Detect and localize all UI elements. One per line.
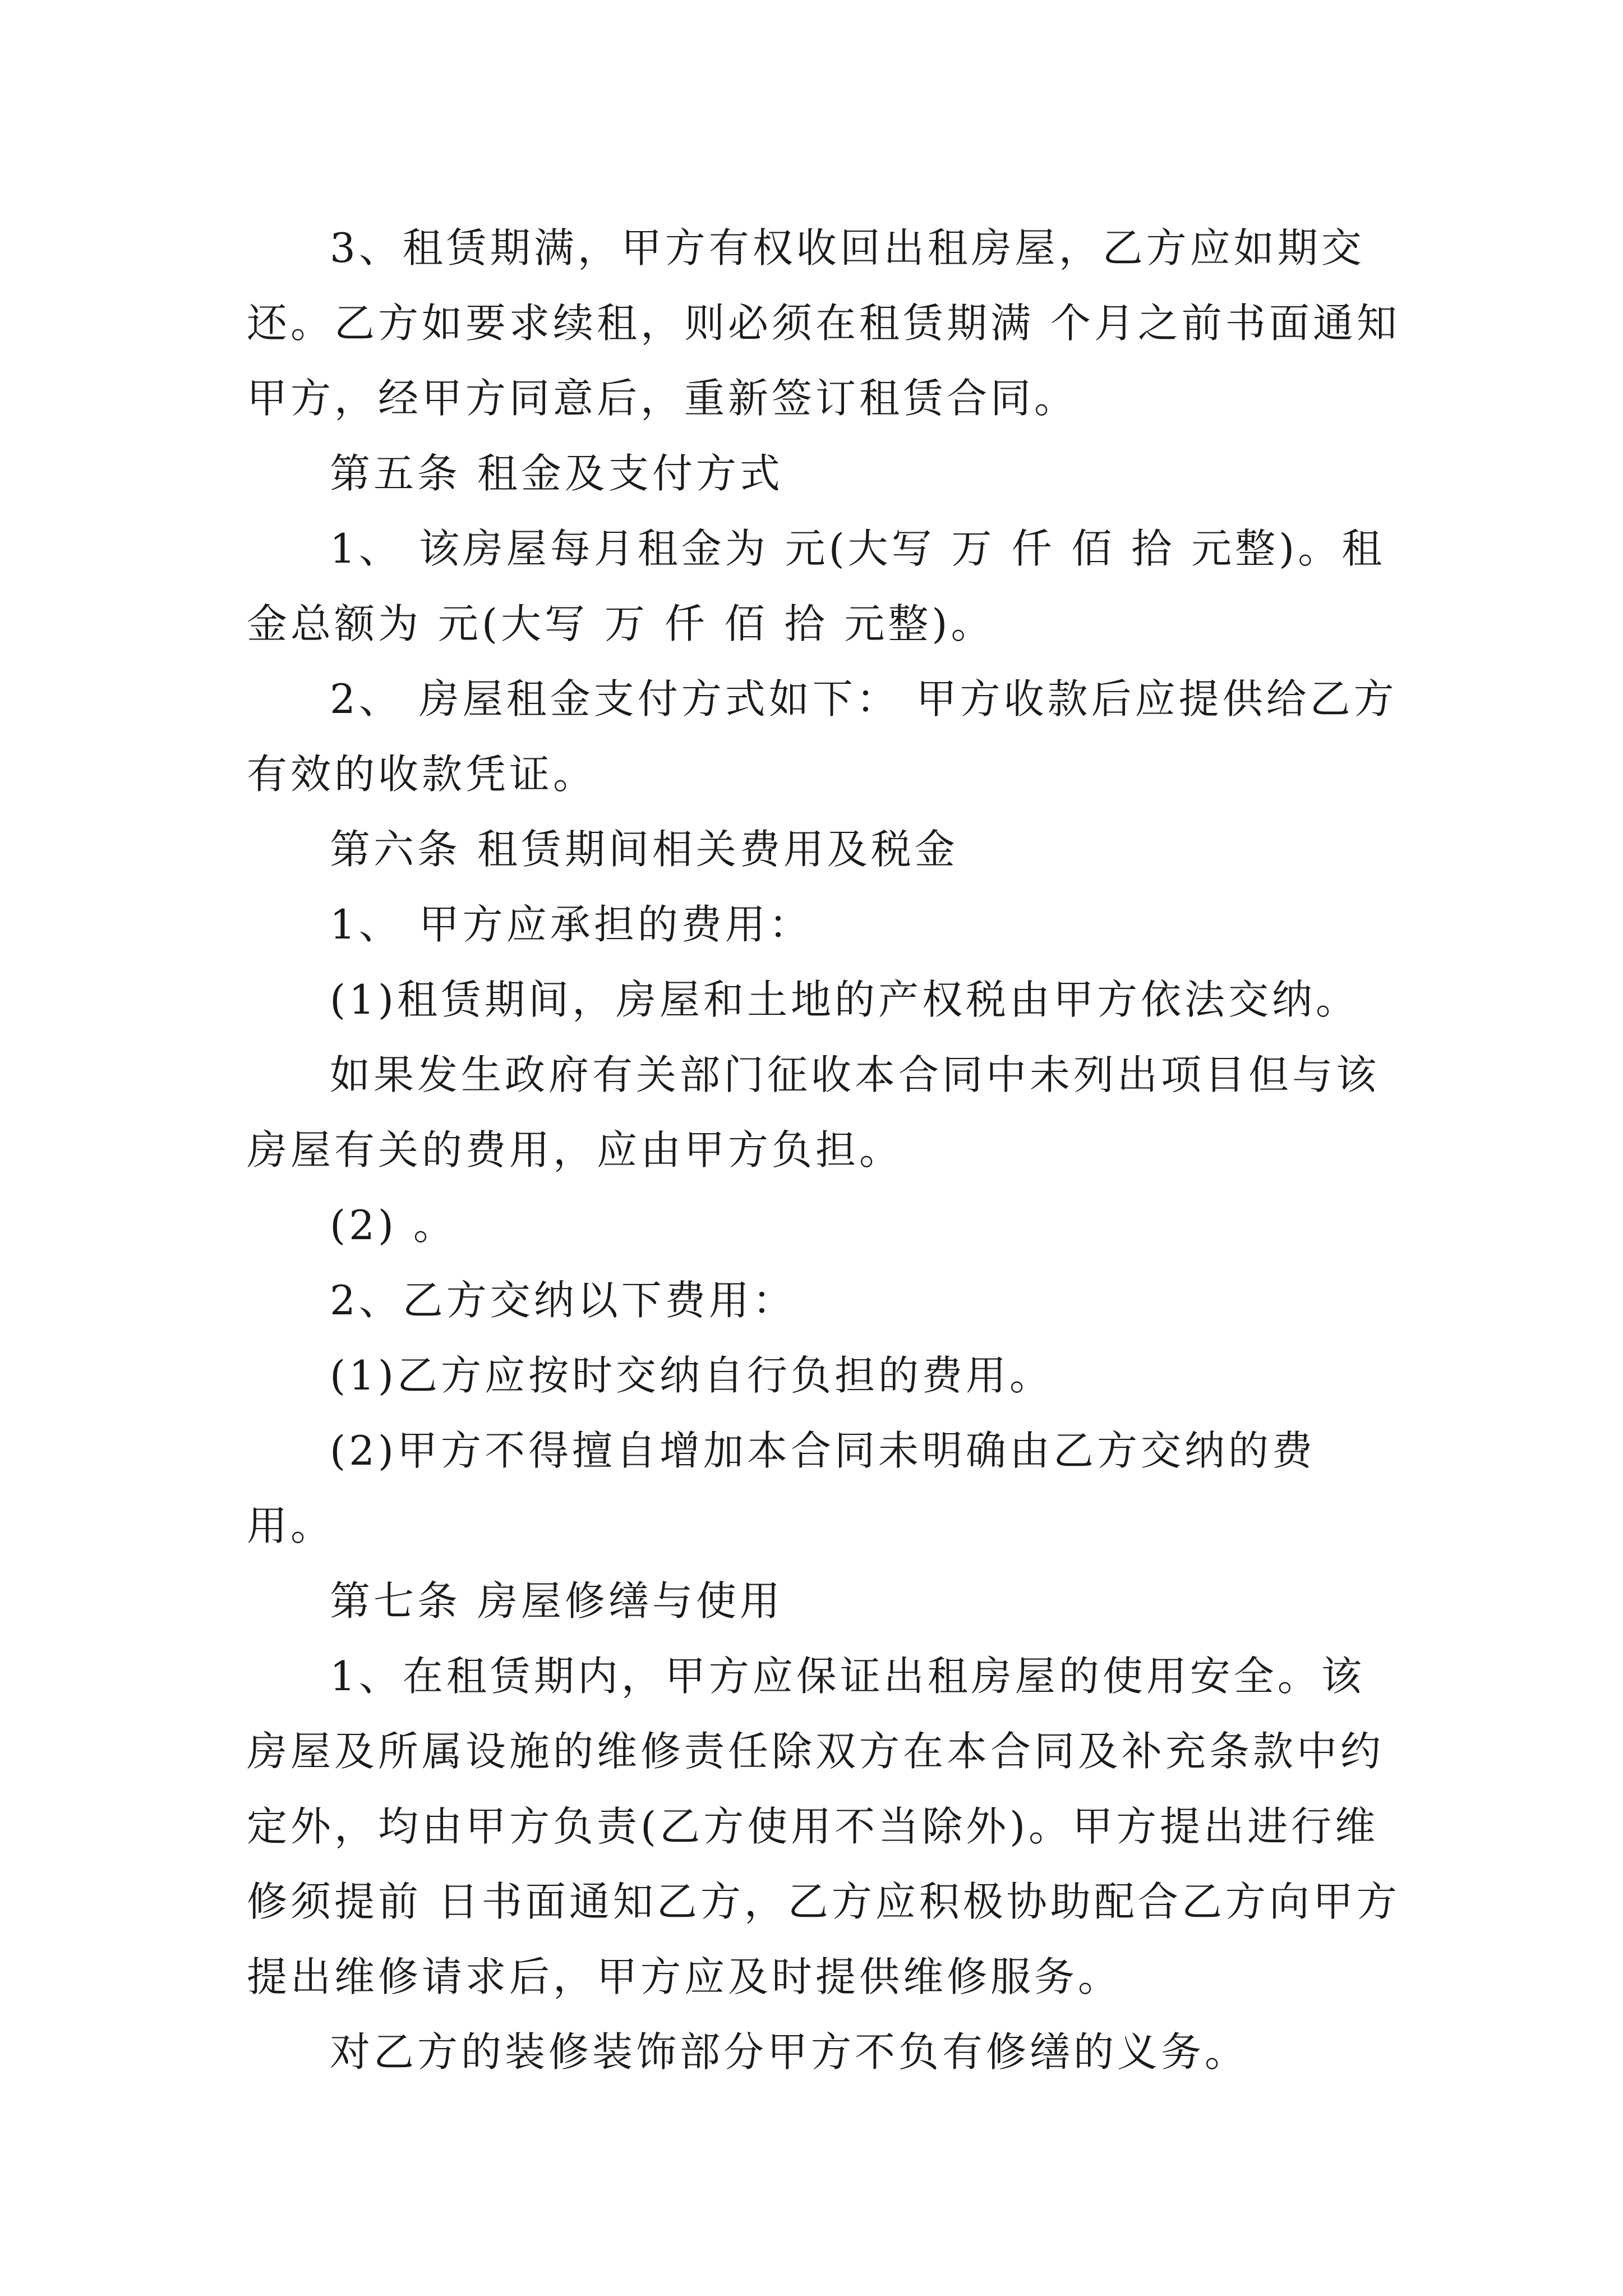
paragraph-lessee-fee-2: (2)甲方不得擅自增加本合同未明确由乙方交纳的费用。 (247, 1427, 1316, 1549)
paragraph-lessee-fees: 2、乙方交纳以下费用： (330, 1277, 796, 1324)
paragraph-lessor-fees: 1、 甲方应承担的费用： (330, 901, 813, 948)
paragraph-item-2: (2) 。 (330, 1202, 457, 1249)
paragraph-decoration: 对乙方的装修装饰部分甲方不负有修缮的义务。 (330, 2028, 1249, 2076)
paragraph-government-fees: 如果发生政府有关部门征收本合同中未列出项目但与该房屋有关的费用，应由甲方负担。 (247, 1051, 1380, 1174)
paragraph-property-tax: (1)租赁期间，房屋和土地的产权税由甲方依法交纳。 (330, 976, 1359, 1023)
document-body (247, 210, 1402, 2090)
article-7-heading: 第七条 房屋修缮与使用 (330, 1577, 783, 1625)
paragraph-payment-method: 2、 房屋租金支付方式如下： 甲方收款后应提供给乙方有效的收款凭证。 (247, 675, 1398, 798)
article-5-heading: 第五条 租金及支付方式 (330, 450, 783, 497)
paragraph-monthly-rent: 1、 该房屋每月租金为 元(大写 万 仟 佰 拾 元整)。租金总额为 元(大写 万 仟 佰 拾 元整)。 (247, 525, 1386, 647)
article-6-heading: 第六条 租赁期间相关费用及税金 (330, 826, 958, 873)
paragraph-lease-expiry: 3、租赁期满，甲方有权收回出租房屋，乙方应如期交还。乙方如要求续租，则必须在租赁期满 个月之前书面通知甲方，经甲方同意后，重新签订租赁合同。 (247, 224, 1400, 422)
paragraph-lessee-fee-1: (1)乙方应按时交纳自行负担的费用。 (330, 1352, 1053, 1399)
paragraph-repair-duty: 1、在租赁期内，甲方应保证出租房屋的使用安全。该房屋及所属设施的维修责任除双方在本合同及补充条款中约定外，均由甲方负责(乙方使用不当除外)。甲方提出进行维修须提前 日书面通知乙方，乙方应积极协助配合乙方向甲方提出维修请求后，甲方应及时提供维修服务。 (247, 1653, 1400, 2000)
